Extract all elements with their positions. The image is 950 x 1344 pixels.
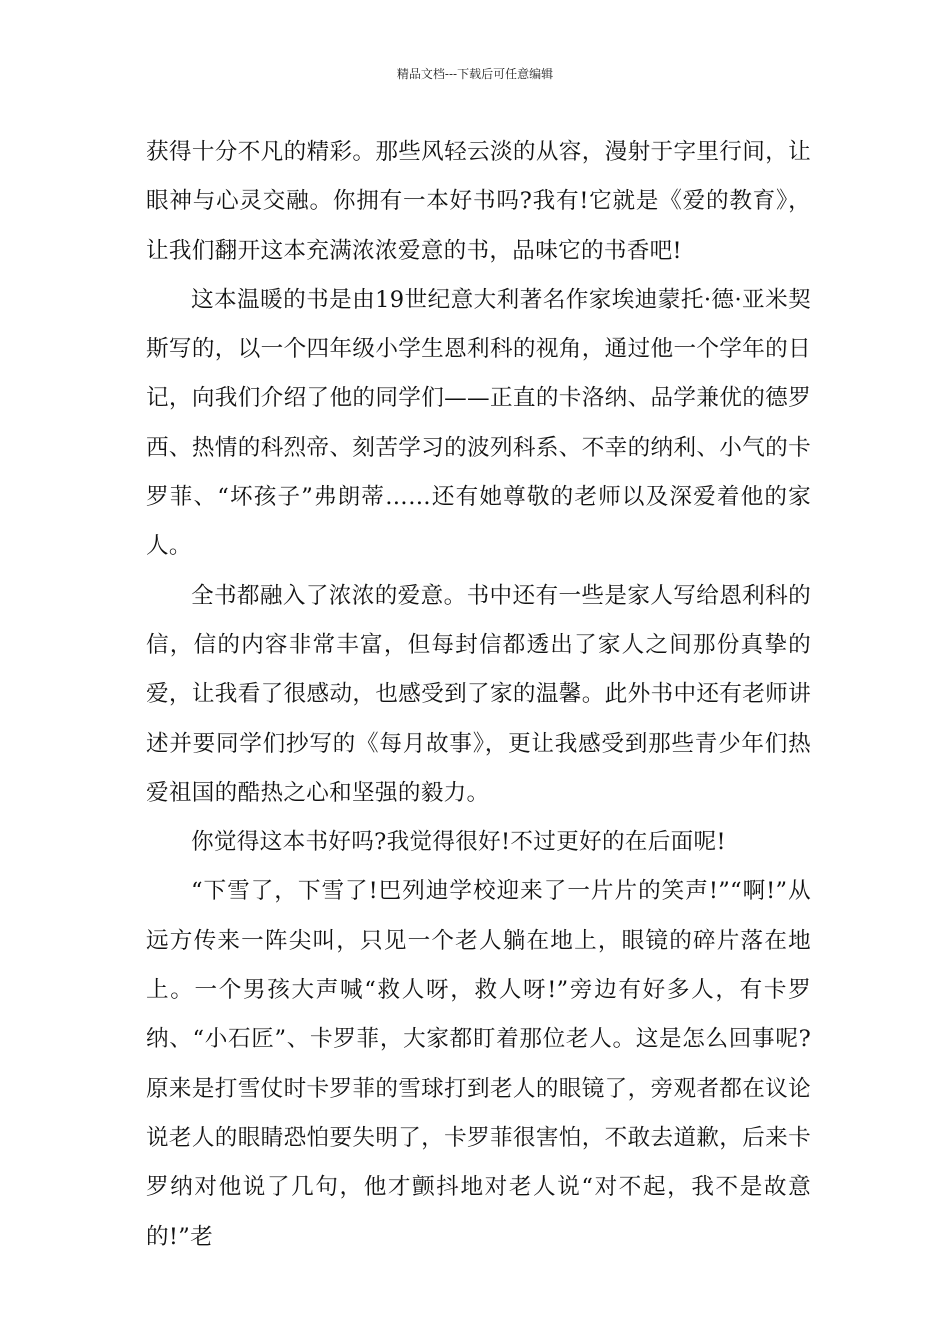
paragraph-5: “下雪了，下雪了!巴列迪学校迎来了一片片的笑声!”“啊!”从远方传来一阵尖叫，只见一个老人躺在地上，眼镜的碎片落在地上。一个男孩大声喊“救人呀，救人呀!”旁边有好多人，有卡罗纳、“小石匠”、卡罗菲，大家都盯着那位老人。这是怎么回事呢?原来是打雪仗时卡罗菲的雪球打到老人的眼镜了，旁观者都在议论说老人的眼睛恐怕要失明了，卡罗菲很害怕，不敢去道歉，后来卡罗纳对他说了几句，他才颤抖地对老人说“对不起，我不是故意的!”老 (146, 878, 811, 1250)
paragraph-3: 全书都融入了浓浓的爱意。书中还有一些是家人写给恩利科的信，信的内容非常丰富，但每封信都透出了家人之间那份真挚的爱，让我看了很感动，也感受到了家的温馨。此外书中还有老师讲述并要同学们抄写的《每月故事》，更让我感受到那些青少年们热爱祖国的酷热之心和坚强的毅力。 (146, 582, 811, 806)
paragraph-2: 这本温暖的书是由19世纪意大利著名作家埃迪蒙托·德·亚米契斯写的，以一个四年级小学生恩利科的视角，通过他一个学年的日记，向我们介绍了他的同学们——正直的卡洛纳、品学兼优的德罗西、热情的科烈帝、刻苦学习的波列科系、不幸的纳利、小气的卡罗菲、“坏孩子”弗朗蒂……还有她尊敬的老师以及深爱着他的家人。 (146, 286, 811, 560)
article-body (146, 128, 811, 1262)
paragraph-4: 你觉得这本书好吗?我觉得很好!不过更好的在后面呢! (191, 829, 726, 856)
page-header: 精品文档---下载后可任意编辑 (396, 67, 554, 81)
paragraph-1: 获得十分不凡的精彩。那些风轻云淡的从容，漫射于字里行间，让眼神与心灵交融。你拥有一本好书吗?我有!它就是《爱的教育》，让我们翻开这本充满浓浓爱意的书，品味它的书香吧! (146, 139, 811, 264)
